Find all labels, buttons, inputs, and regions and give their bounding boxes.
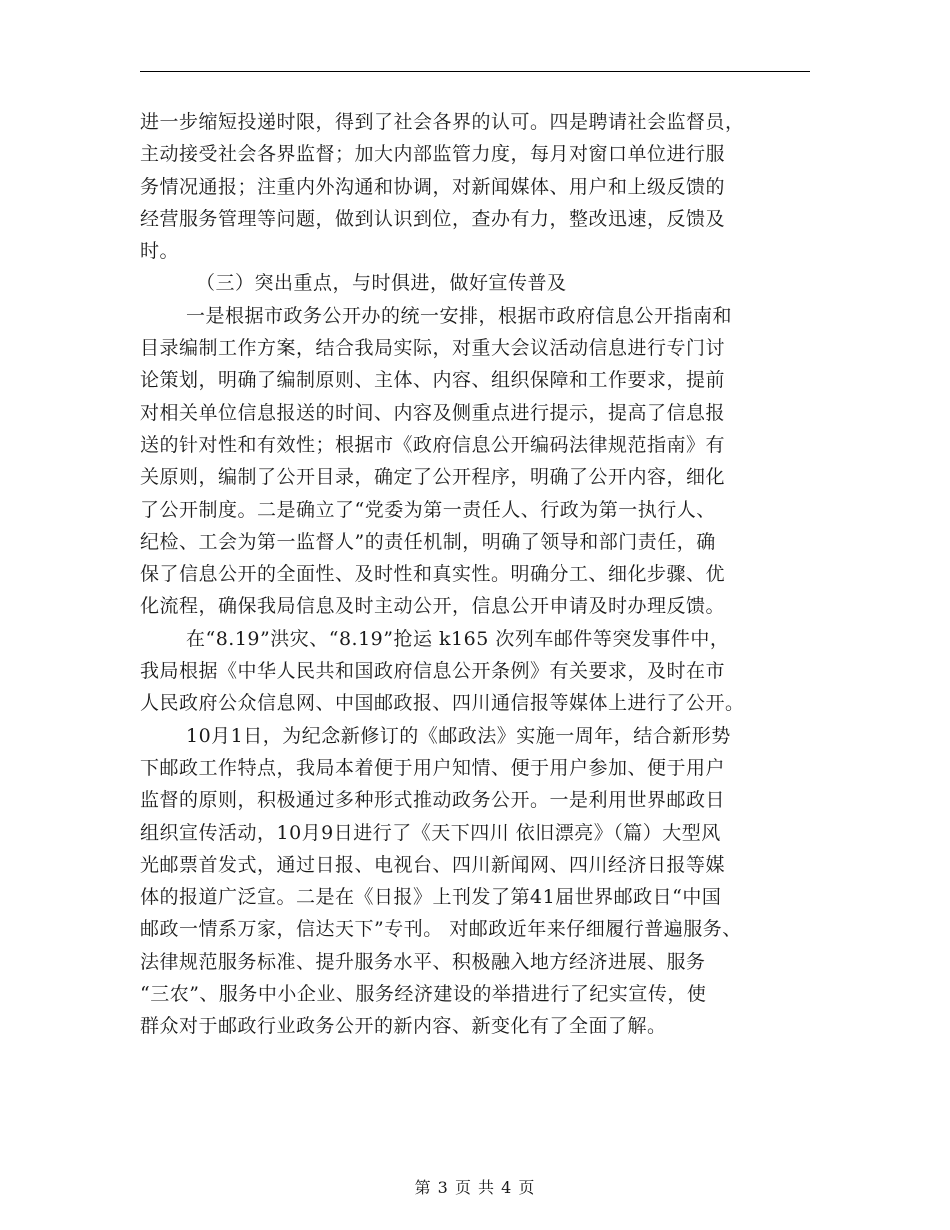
paragraph-line: 论策划，明确了编制原则、主体、内容、组织保障和工作要求，提前 <box>140 369 726 392</box>
paragraph-line: “三农”、服务中小企业、服务经济建设的举措进行了纪实宣传，使 <box>140 983 707 1006</box>
paragraph-line: 光邮票首发式，通过日报、电视台、四川新闻网、四川经济日报等媒 <box>140 853 726 876</box>
paragraph-line: 主动接受社会各界监督；加大内部监管力度，每月对窗口单位进行服 <box>140 143 726 166</box>
paragraph-line: 监督的原则，积极通过多种形式推动政务公开。一是利用世界邮政日 <box>140 789 726 812</box>
paragraph-line: 经营服务管理等问题，做到认识到位，查办有力，整改迅速，反馈及 <box>140 207 726 230</box>
paragraph-line: 关原则，编制了公开目录，确定了公开程序，明确了公开内容，细化 <box>140 466 726 489</box>
header-rule <box>140 71 810 72</box>
paragraph-line: 对相关单位信息报送的时间、内容及侧重点进行提示，提高了信息报 <box>140 401 726 424</box>
paragraph-line: 在“8.19”洪灾、“8.19”抢运 k165 次列车邮件等突发事件中， <box>186 627 730 650</box>
paragraph-line: 10月1日，为纪念新修订的《邮政法》实施一周年，结合新形势 <box>186 724 731 747</box>
paragraph-line: 我局根据《中华人民共和国政府信息公开条例》有关要求，及时在市 <box>140 660 726 683</box>
paragraph-line: 化流程，确保我局信息及时主动公开，信息公开申请及时办理反馈。 <box>140 595 726 618</box>
paragraph-line: 了公开制度。二是确立了“党委为第一责任人、行政为第一执行人、 <box>140 498 716 521</box>
paragraph-line: 时。 <box>140 240 180 263</box>
document-body <box>140 106 815 1043</box>
paragraph-line: 人民政府公众信息网、中国邮政报、四川通信报等媒体上进行了公开。 <box>140 692 745 715</box>
paragraph-line: 下邮政工作特点，我局本着便于用户知情、便于用户参加、便于用户 <box>140 756 726 779</box>
paragraph-line: 务情况通报；注重内外沟通和协调，对新闻媒体、用户和上级反馈的 <box>140 175 726 198</box>
paragraph-line: 法律规范服务标准、提升服务水平、积极融入地方经济进展、服务 <box>140 950 706 973</box>
page-number: 第 3 页 共 4 页 <box>414 1178 536 1197</box>
paragraph-line: 一是根据市政务公开办的统一安排，根据市政府信息公开指南和 <box>186 304 733 327</box>
paragraph-line: 纪检、工会为第一监督人”的责任机制，明确了领导和部门责任，确 <box>140 530 716 553</box>
paragraph-line: 群众对于邮政行业政务公开的新内容、新变化有了全面了解。 <box>140 1015 667 1038</box>
paragraph-line: 目录编制工作方案，结合我局实际，对重大会议活动信息进行专门讨 <box>140 337 726 360</box>
paragraph-line: 邮政一情系万家，信达天下”专刊。 对邮政近年来仔细履行普遍服务、 <box>140 918 742 941</box>
paragraph-line: 体的报道广泛宣。二是在《日报》上刊发了第41届世界邮政日“中国 <box>140 886 722 909</box>
paragraph-line: 保了信息公开的全面性、及时性和真实性。明确分工、细化步骤、优 <box>140 563 726 586</box>
paragraph-line: 组织宣传活动，10月9日进行了《天下四川 依旧漂亮》（篇）大型风 <box>140 821 721 844</box>
paragraph-line: 进一步缩短投递时限，得到了社会各界的认可。四是聘请社会监督员， <box>140 111 745 133</box>
section-heading: （三）突出重点，与时俱进，做好宣传普及 <box>196 272 567 295</box>
paragraph-line: 送的针对性和有效性；根据市《政府信息公开编码法律规范指南》有 <box>140 433 726 456</box>
